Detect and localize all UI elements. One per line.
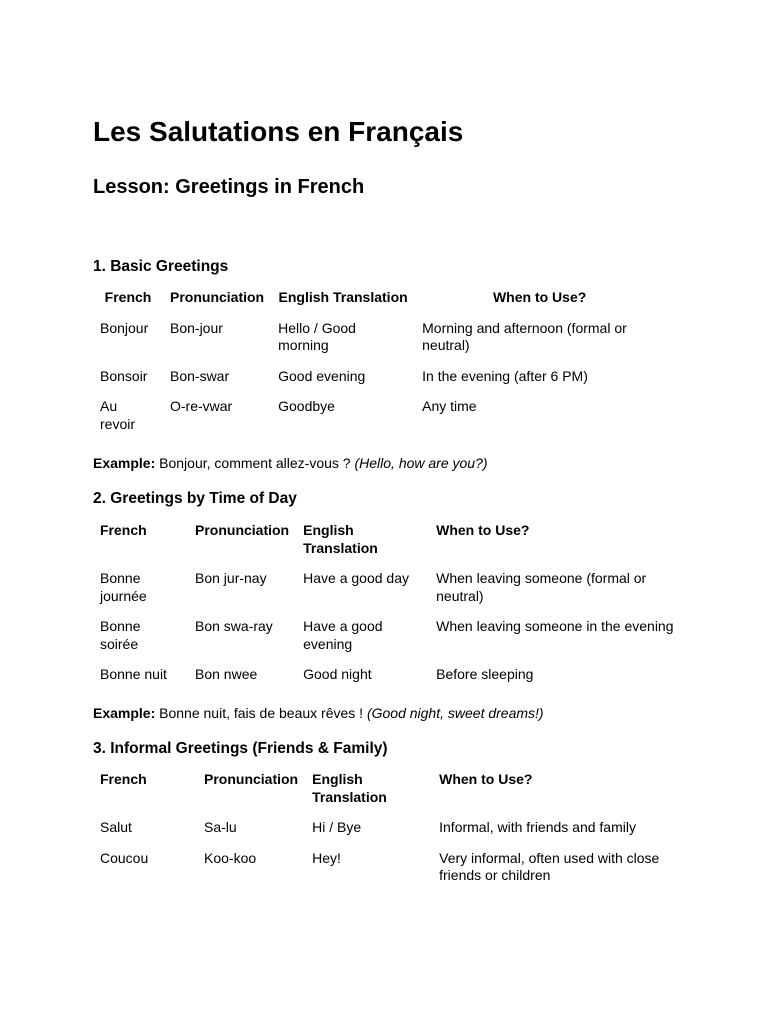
table-cell: When leaving someone (formal or neutral) — [436, 570, 647, 604]
table-cell: Bon nwee — [195, 666, 258, 682]
table-row — [93, 618, 682, 666]
table-row — [93, 320, 664, 368]
example-label: Example: — [93, 455, 156, 471]
table-cell: Bonjour — [100, 319, 149, 336]
table-cell: Before sleeping — [436, 666, 534, 682]
table-cell: Bon-jour — [170, 319, 223, 336]
column-header: English Translation — [312, 771, 387, 805]
table-cell: Hello / Good morning — [278, 319, 356, 353]
column-header: French — [100, 522, 147, 538]
table-cell: Koo-koo — [204, 849, 257, 866]
column-header: French — [100, 771, 147, 787]
table-cell: Salut — [100, 819, 132, 835]
column-header: English Translation — [278, 289, 408, 305]
table-cell: Good night — [303, 666, 372, 682]
table-header-row — [93, 289, 664, 320]
table-cell: Coucou — [100, 849, 149, 866]
column-header: English Translation — [303, 522, 378, 556]
table-cell: Bonsoir — [100, 367, 148, 384]
table-row — [93, 850, 679, 898]
table-cell: Bon-swar — [170, 367, 230, 384]
example-sentence — [93, 454, 488, 472]
table-cell: Have a good day — [303, 570, 409, 586]
table-cell: Have a good evening — [303, 618, 383, 652]
basic-greetings-table — [93, 289, 664, 446]
section-heading-basic-greetings: 1. Basic Greetings — [93, 258, 229, 275]
example-translation: (Good night, sweet dreams!) — [366, 705, 544, 721]
informal-greetings-table — [93, 771, 679, 898]
column-header: Pronunciation — [204, 771, 299, 787]
table-cell: O-re-vwar — [170, 398, 233, 414]
table-cell: When leaving someone in the evening — [436, 618, 674, 634]
table-cell: Bon jur-nay — [195, 570, 267, 586]
table-header-row — [93, 522, 682, 570]
column-header: When to Use? — [439, 771, 533, 787]
table-row — [93, 819, 679, 850]
table-cell: Hi / Bye — [312, 819, 362, 835]
example-translation: (Hello, how are you?) — [354, 455, 488, 471]
table-cell: Bon swa-ray — [195, 618, 273, 634]
table-cell: Very informal, often used with close friends or children — [439, 849, 660, 883]
table-cell: In the evening (after 6 PM) — [422, 367, 588, 384]
table-row — [93, 398, 664, 446]
column-header: When to Use? — [436, 522, 530, 538]
example-text: Bonne nuit, fais de beaux rêves ! — [155, 705, 367, 721]
example-sentence — [93, 704, 544, 722]
table-cell: Bonne nuit — [100, 666, 167, 682]
section-heading-informal-greetings: 3. Informal Greetings (Friends & Family) — [93, 740, 388, 757]
table-header-row — [93, 771, 679, 819]
table-cell: Au revoir — [100, 398, 136, 432]
table-cell: Goodbye — [278, 398, 335, 414]
time-of-day-table — [93, 522, 682, 697]
lesson-subtitle: Lesson: Greetings in French — [93, 176, 365, 198]
table-cell: Bonne journée — [100, 570, 147, 604]
page-title: Les Salutations en Français — [93, 116, 464, 147]
table-cell: Hey! — [312, 849, 341, 866]
table-cell: Informal, with friends and family — [439, 819, 636, 835]
column-header: When to Use? — [492, 289, 587, 305]
example-text: Bonjour, comment allez-vous ? — [155, 455, 355, 471]
column-header: Pronunciation — [195, 522, 290, 538]
table-cell: Sa-lu — [204, 819, 237, 835]
table-row — [93, 368, 664, 399]
table-row — [93, 570, 682, 618]
table-cell: Bonne soirée — [100, 618, 141, 652]
table-cell: Morning and afternoon (formal or neutral) — [422, 319, 627, 353]
section-heading-time-of-day: 2. Greetings by Time of Day — [93, 490, 297, 507]
column-header: French — [104, 289, 152, 305]
table-cell: Any time — [422, 398, 477, 414]
example-label: Example: — [93, 705, 156, 721]
column-header: Pronunciation — [170, 289, 265, 305]
table-row — [93, 666, 682, 697]
table-cell: Good evening — [278, 367, 366, 384]
